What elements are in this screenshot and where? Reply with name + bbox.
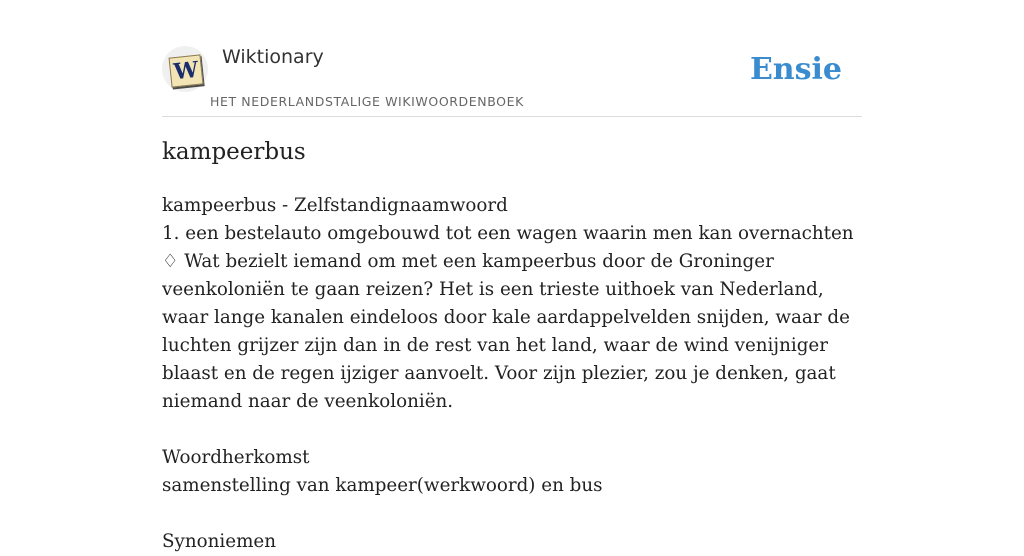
definition: 1. een bestelauto omgebouwd tot een wagen waarin men kan overnachten — [162, 223, 854, 244]
entry-content — [162, 192, 862, 556]
spacer — [162, 416, 862, 444]
etymology-text: samenstelling van kampeer(werkwoord) en bus — [162, 475, 603, 496]
page-title: kampeerbus — [162, 139, 306, 165]
part-of-speech-line: kampeerbus - Zelfstandignaamwoord — [162, 195, 508, 216]
site-header — [162, 44, 862, 117]
logo-letter: W — [169, 54, 204, 87]
etymology-heading: Woordherkomst — [162, 447, 310, 468]
synonyms-heading: Synoniemen — [162, 531, 276, 552]
wiktionary-logo-icon[interactable] — [162, 46, 208, 92]
example-sentence: ♢ Wat bezielt iemand om met een kampeerbus door de Groninger veenkoloniën te gaan reizen? Het is een trieste uithoek van Nederland, waar lange kanalen eindeloos door kale aardappelvelden snijden, waar de luchten grijzer zijn dan in de rest van het land, waar de wind venijniger blaast en de regen ijziger aanvoelt. Voor zijn plezier, zou je denken, gaat niemand naar de veenkoloniën. — [162, 251, 850, 412]
ensie-brand-link[interactable]: Ensie — [749, 52, 842, 87]
site-name[interactable]: Wiktionary — [222, 46, 324, 68]
spacer — [162, 500, 862, 528]
site-subtitle: HET NEDERLANDSTALIGE WIKIWOORDENBOEK — [210, 94, 524, 109]
